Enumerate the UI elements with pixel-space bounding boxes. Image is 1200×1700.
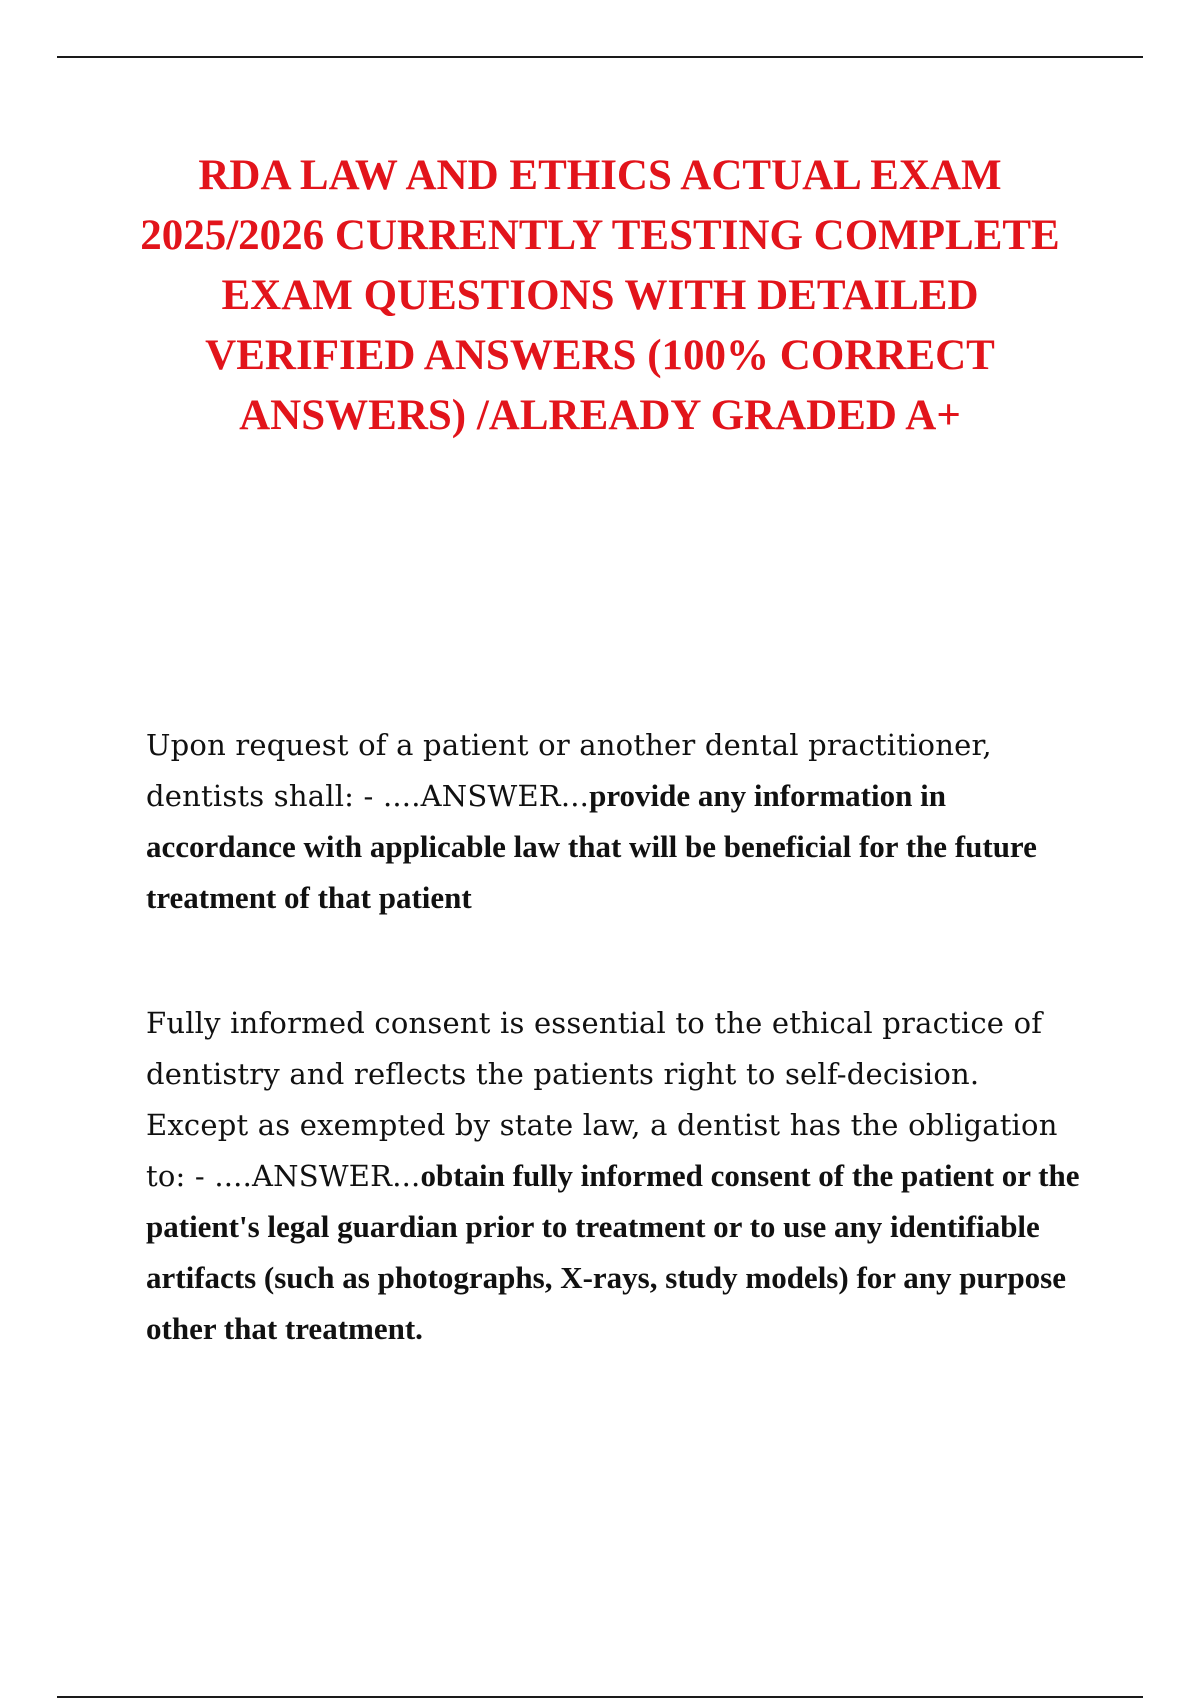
question-text: Fully informed consent is essential to the ethical practice of dentistry and reflects the patients right to self-decision. Except as exempted by state law, a dentist has the obligation to: - ....ANSWER... [146,1006,1058,1193]
answer-text: provide any information in accordance with applicable law that will be beneficial for the future treatment of that patient [146,778,1037,915]
top-rule [57,56,1143,58]
bottom-rule [57,1696,1143,1698]
document-title: RDA LAW AND ETHICS ACTUAL EXAM 2025/2026 CURRENTLY TESTING COMPLETE EXAM QUESTIONS WITH DETAILED VERIFIED ANSWERS (100% CORRECT ANSWERS) /ALREADY GRADED A+ [140,152,1060,439]
answer-text: obtain fully informed consent of the patient or the patient's legal guardian prior to treatment or to use any identifiable artifacts (such as photographs, X-rays, study models) for any purpose other that treatment. [146,1158,1080,1346]
question-text: Upon request of a patient or another dental practitioner, dentists shall: - ....ANSWER... [146,728,992,813]
qa-item-1 [146,720,1086,924]
qa-item-2 [146,998,1086,1355]
